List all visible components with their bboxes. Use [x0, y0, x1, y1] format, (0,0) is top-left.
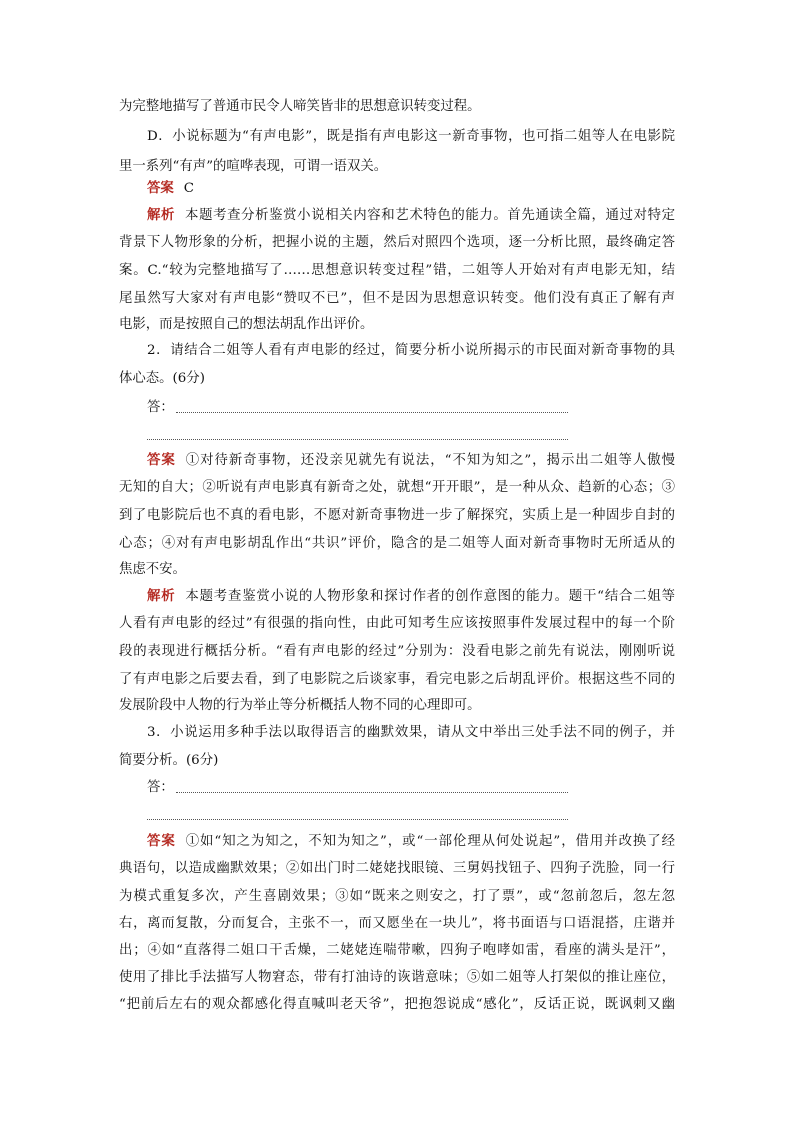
- answer-blank-line[interactable]: [176, 412, 568, 413]
- option-d-line: 里一系列“有声”的喧哗表现，可谓一语双关。: [119, 159, 388, 174]
- answer-line: 出；④如“直落得二姐口干舌燥，二姥姥连喘带嗽，四狗子咆哮如雷，看座的满头是汗”，: [119, 943, 675, 958]
- answer-line: 典语句，以造成幽默效果；②如出门时二姥姥找眼镜、三舅妈找钮子、四狗子洗脸，同一行: [119, 861, 675, 876]
- answer-line: 到了电影院后也不真的看电影，不愿对新奇事物进一步了解探究，实质上是一种固步自封的: [119, 508, 675, 523]
- analysis-line: [147, 587, 675, 606]
- question-3-line: 简要分析。(6分): [119, 753, 219, 768]
- analysis-line: 段的表现进行概括分析。“看有声电影的经过”分别为：没看电影之前先有说法，刚刚听说: [119, 644, 675, 659]
- option-d-line: D．小说标题为“有声电影”，既是指有声电影这一新奇事物，也可指二姐等人在电影院: [147, 129, 675, 144]
- analysis-line: 了有声电影之后要去看，到了电影院之后谈家事，看完电影之后胡乱评价。根据这些不同的: [119, 672, 675, 687]
- answer-line: 无知的自大；②听说有声电影真有新奇之处，就想“开开眼”，是一种从众、趋新的心态；③: [119, 480, 675, 495]
- question-3-line: 3．小说运用多种手法以取得语言的幽默效果，请从文中举出三处手法不同的例子，并: [147, 725, 675, 740]
- answer-blank-label: 答：: [147, 400, 174, 415]
- answer-line: “把前后左右的观众都感化得直喊叫老天爷”，把抱怨说成“感化”，反话正说，既讽刺又幽: [119, 997, 675, 1012]
- answer-line: 右，离而复散，分而复合，主张不一，而又愿坐在一块儿”，将书面语与口语混搭，庄谐并: [119, 916, 675, 931]
- answer-blank-line[interactable]: [147, 819, 568, 820]
- analysis-line: 电影，而是按照自己的想法胡乱作出评价。: [119, 317, 374, 332]
- paragraph-line: 为完整地描写了普通市民令人啼笑皆非的思想意识转变过程。: [119, 99, 481, 114]
- answer-row: [147, 179, 194, 198]
- answer-blank-line[interactable]: [147, 439, 568, 440]
- answer-line: 焦虑不安。: [119, 562, 186, 577]
- answer-text: ①如“知之为知之，不知为知之”，或“一部伦理从何处说起”，借用并改换了经: [185, 834, 676, 849]
- analysis-tag: 解析: [147, 207, 176, 223]
- answer-tag: 答案: [147, 180, 174, 196]
- answer-line: 使用了排比手法描写人物窘态，带有打油诗的诙谐意味；⑤如二姐等人打架似的推让座位，: [119, 970, 675, 985]
- analysis-text: 本题考查鉴赏小说的人物形象和探讨作者的创作意图的能力。题干“结合二姐等: [185, 589, 676, 604]
- analysis-line: 案。C.“较为完整地描写了……思想意识转变过程”错，二姐等人开始对有声电影无知，结: [119, 263, 675, 278]
- analysis-text: 本题考查分析鉴赏小说相关内容和艺术特色的能力。首先通读全篇，通过对特定: [185, 208, 676, 223]
- answer-line: 为模式重复多次，产生喜剧效果；③如“既来之则安之，打了票”，或“忽前忽后，忽左忽: [119, 889, 675, 904]
- analysis-line: 人看有声电影的经过”有很强的指向性，由此可知考生应该按照事件发展过程中的每一个阶: [119, 616, 675, 631]
- answer-line: [147, 451, 675, 470]
- answer-tag: 答案: [147, 833, 176, 849]
- analysis-line: 背景下人物形象的分析，把握小说的主题，然后对照四个选项，逐一分析比照，最终确定答: [119, 235, 675, 250]
- analysis-line: [147, 206, 675, 225]
- analysis-tag: 解析: [147, 588, 176, 604]
- answer-line: 心态；④对有声电影胡乱作出“共识”评价，隐含的是二姐等人面对新奇事物时无所适从的: [119, 536, 675, 551]
- analysis-line: 尾虽然写大家对有声电影“赞叹不已”，但不是因为思想意识转变。他们没有真正了解有声: [119, 291, 675, 306]
- answer-line: [147, 832, 675, 851]
- answer-text: ①对待新奇事物，还没亲见就先有说法，“不知为知之”，揭示出二姐等人傲慢: [185, 453, 675, 468]
- question-2-line: 2．请结合二姐等人看有声电影的经过，简要分析小说所揭示的市民面对新奇事物的具: [147, 343, 675, 358]
- analysis-line: 发展阶段中人物的行为举止等分析概括人物不同的心理即可。: [119, 698, 481, 713]
- question-2-line: 体心态。(6分): [119, 371, 205, 386]
- answer-blank-label: 答：: [147, 780, 174, 795]
- answer-value: C: [183, 181, 195, 196]
- answer-tag: 答案: [147, 452, 176, 468]
- answer-blank-line[interactable]: [176, 792, 568, 793]
